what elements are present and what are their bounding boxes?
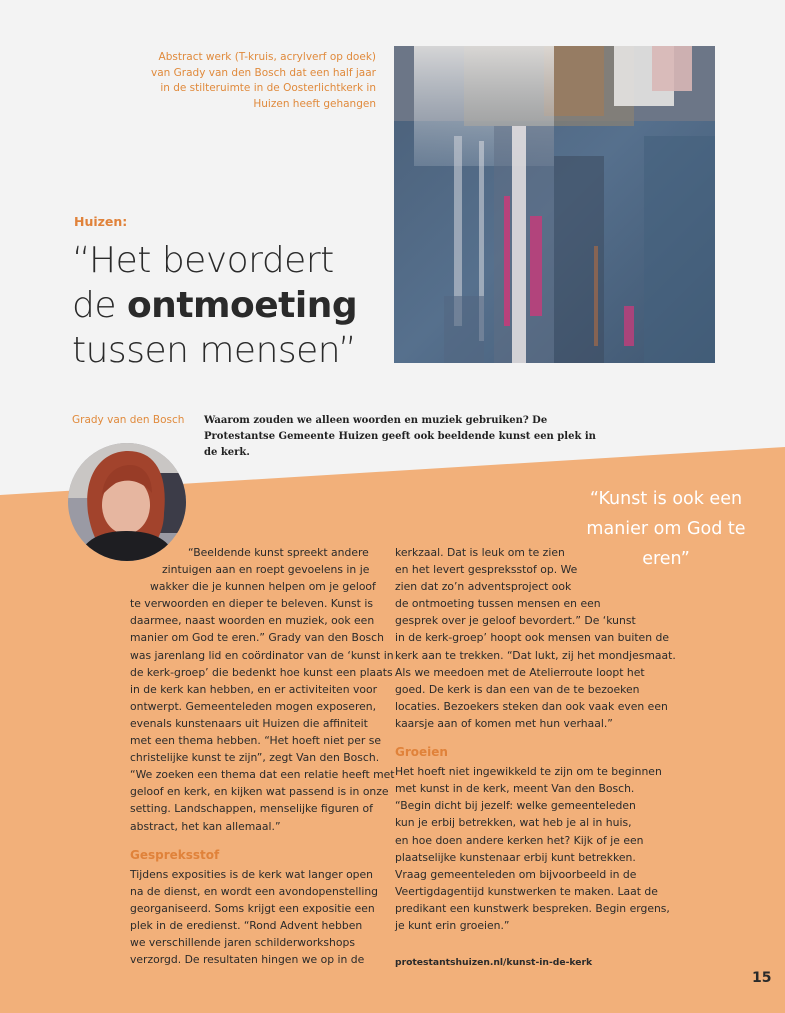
text-line: manier om God te eren.” Grady van den Bosch: [130, 631, 384, 645]
article-intro: Waarom zouden we alleen woorden en muziek gebruiken? De Protestantse Gemeente Huizen geeft ook beeldende kunst een plek in de kerk.: [204, 415, 596, 458]
text-line: in de kerk kan hebben, en er activiteiten voor: [130, 682, 378, 696]
text-line: predikant een kunstwerk bespreken. Begin ergens,: [395, 901, 670, 915]
text-line: abstract, het kan allemaal.”: [130, 819, 281, 833]
article-kicker: Huizen:: [74, 214, 128, 229]
text-line: met een thema hebben. “Het hoeft niet per se: [130, 734, 382, 748]
headline-line-2: [72, 283, 392, 328]
headline-line-1: “Het bevordert: [72, 240, 334, 281]
website-link[interactable]: protestantshuizen.nl/kunst-in-de-kerk: [395, 957, 593, 969]
text-line: en hoe doen andere kerken het? Kijk of je een: [395, 833, 644, 847]
author-name: Grady van den Bosch: [72, 414, 185, 426]
column-1-paragraph-2: [130, 866, 379, 969]
text-line: kerkzaal. Dat is leuk om te zien: [395, 546, 565, 559]
text-line: georganiseerd. Soms krijgt een expositie een: [130, 901, 375, 915]
subheading-groeien: Groeien: [395, 745, 448, 760]
text-line: “We zoeken een thema dat een relatie heeft met: [130, 768, 395, 782]
text-line: christelijke kunst te zijn”, zegt Van den Bosch.: [130, 751, 380, 765]
text-line: “Beeldende kunst spreekt andere: [188, 546, 369, 559]
abstract-painting-image: [394, 46, 715, 363]
text-line: we verschillende jaren schilderworkshops: [130, 936, 355, 950]
article-headline: [72, 238, 392, 373]
text-line: goed. De kerk is dan een van de te bezoeken: [395, 682, 640, 696]
column-1-paragraph-1: [130, 544, 395, 835]
text-line: locaties. Bezoekers steken dan ook vaak even een: [395, 699, 668, 713]
body-column-2: [395, 544, 676, 971]
text-line: “Begin dicht bij jezelf: welke gemeenteleden: [395, 799, 636, 813]
column-2-paragraph-2: [395, 763, 670, 934]
text-line: de ontmoeting tussen mensen en een: [395, 597, 601, 611]
text-line: na de dienst, en wordt een avondopenstelling: [130, 884, 379, 898]
text-line: geloof en kerk, en kijken wat passend is in onze: [130, 785, 389, 799]
text-line: setting. Landschappen, menselijke figuren of: [130, 802, 373, 816]
text-line: kerk aan te trekken. “Dat lukt, zij het mondjesmaat.: [395, 648, 676, 662]
text-line: evenals kunstenaars uit Huizen die affiniteit: [130, 716, 368, 730]
text-line: plaatselijke kunstenaar erbij kunt betrekken.: [395, 850, 636, 864]
text-line: wakker die je kunnen helpen om je geloof: [150, 580, 376, 594]
text-line: kaarsje aan of komen met hun verhaal.”: [395, 716, 613, 730]
subheading-gespreksstof: Gespreksstof: [130, 847, 220, 862]
text-line: in de kerk-groep’ hoopt ook mensen van buiten de: [395, 631, 669, 645]
text-line: zien dat zo’n adventsproject ook: [395, 580, 572, 594]
text-line: Veertigdagentijd kunstwerken te maken. Laat de: [395, 884, 658, 898]
column-2-paragraph-1: [395, 544, 676, 732]
text-line: en het levert gespreksstof op. We: [395, 563, 578, 577]
text-line: gesprek over je geloof bevordert.” De ‘kunst: [395, 614, 636, 628]
text-line: de kerk-groep’ die bedenkt hoe kunst een plaats: [130, 665, 393, 679]
text-line: daarmee, naast woorden en muziek, ook een: [130, 614, 375, 628]
text-line: Tijdens exposities is de kerk wat langer open: [130, 867, 374, 881]
text-line: Als we meedoen met de Atelierroute loopt het: [395, 665, 645, 679]
text-line: Vraag gemeenteleden om bijvoorbeeld in de: [395, 867, 637, 881]
page-number: 15: [752, 970, 772, 986]
text-line: ontwerpt. Gemeenteleden mogen exposeren,: [130, 699, 377, 713]
headline-line-2-text: de: [72, 285, 127, 326]
image-caption: Abstract werk (T-kruis, acrylverf op doek) van Grady van den Bosch dat een half jaar in de stilteruimte in de Oosterlichtkerk in Huizen heeft gehangen: [151, 51, 376, 110]
text-line: verzorgd. De resultaten hingen we op in de: [130, 953, 365, 967]
text-line: zintuigen aan en roept gevoelens in je: [162, 563, 370, 577]
body-column-1: [130, 544, 395, 968]
headline-line-3: tussen mensen”: [72, 330, 357, 371]
text-line: kun je erbij betrekken, wat heb je al in huis,: [395, 816, 632, 830]
text-line: je kunt erin groeien.”: [395, 918, 510, 932]
text-line: met kunst in de kerk, meent Van den Bosch.: [395, 782, 635, 796]
text-line: was jarenlang lid en coördinator van de ‘kunst in: [130, 648, 394, 662]
headline-emphasis: ontmoeting: [126, 285, 358, 326]
text-line: Het hoeft niet ingewikkeld te zijn om te beginnen: [395, 765, 662, 779]
text-line: plek in de eredienst. “Rond Advent hebben: [130, 918, 363, 932]
pull-quote: “Kunst is ook een manier om God te eren”: [586, 489, 746, 569]
text-line: te verwoorden en dieper te beleven. Kunst is: [130, 597, 373, 611]
